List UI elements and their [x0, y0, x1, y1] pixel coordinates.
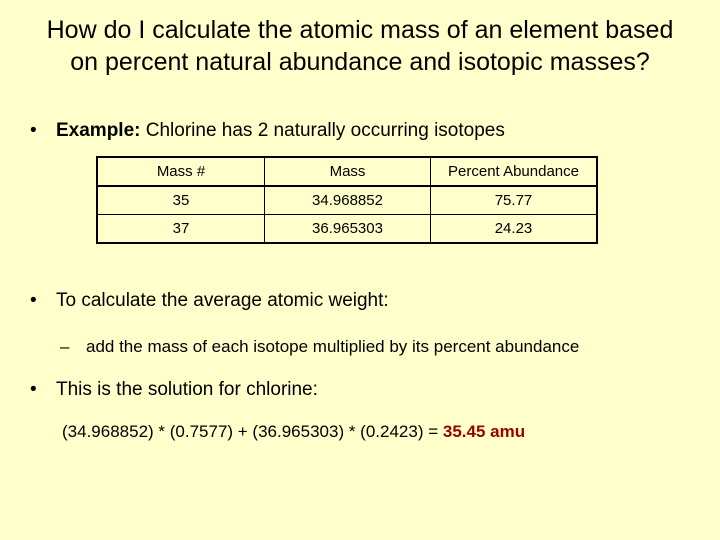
title-line-1: How do I calculate the atomic mass of an element based — [46, 16, 674, 44]
formula-line — [62, 421, 525, 443]
cell-mass: 36.965303 — [265, 215, 431, 244]
bullet-marker: • — [30, 120, 37, 141]
calculate-bullet — [30, 289, 389, 313]
table-row — [97, 215, 597, 244]
slide-title — [0, 14, 720, 78]
calculate-text: To calculate the average atomic weight: — [56, 290, 389, 311]
example-text: Chlorine has 2 naturally occurring isotopes — [140, 120, 505, 141]
solution-bullet — [30, 378, 318, 402]
example-bullet — [30, 119, 505, 143]
cell-mass-number: 37 — [97, 215, 265, 244]
bullet-marker: • — [30, 290, 37, 311]
header-mass-number: Mass # — [97, 157, 265, 186]
formula-result: 35.45 amu — [442, 422, 526, 441]
solution-text: This is the solution for chlorine: — [56, 379, 318, 400]
cell-mass-number: 35 — [97, 186, 265, 215]
formula-expression: (34.968852) * (0.7577) + (36.965303) * (0.2423) = — [62, 422, 443, 441]
cell-percent-abundance: 75.77 — [431, 186, 598, 215]
header-mass: Mass — [265, 157, 431, 186]
header-percent-abundance: Percent Abundance — [431, 157, 598, 186]
title-line-2: on percent natural abundance and isotopic masses? — [70, 48, 650, 76]
example-label: Example: — [56, 120, 141, 141]
bullet-marker: • — [30, 379, 37, 400]
table-header-row — [97, 157, 597, 186]
method-sub-bullet — [60, 336, 579, 358]
method-text: add the mass of each isotope multiplied by its percent abundance — [86, 337, 580, 356]
cell-mass: 34.968852 — [265, 186, 431, 215]
table-row — [97, 186, 597, 215]
isotope-table — [96, 156, 598, 244]
dash-marker: – — [60, 337, 70, 356]
cell-percent-abundance: 24.23 — [431, 215, 598, 244]
